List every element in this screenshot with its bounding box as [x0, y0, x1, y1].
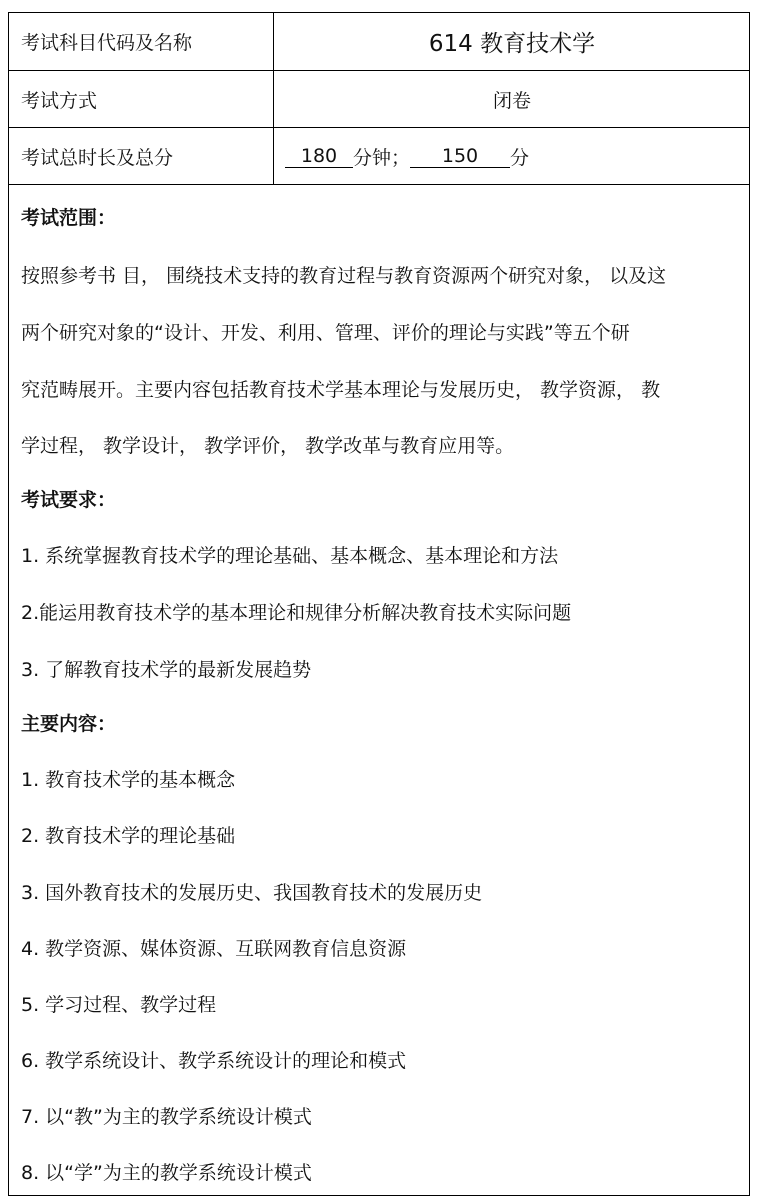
subject-label: 考试科目代码及名称 — [21, 32, 193, 54]
scope-line: 两个研究对象的“设计、开发、利用、管理、评价的理论与实践”等五个研 — [21, 322, 630, 344]
score-unit: 分 — [510, 146, 530, 169]
contents-heading: 主要内容： — [21, 713, 117, 735]
content-item: 8. 以“学”为主的教学系统设计模式 — [21, 1162, 312, 1184]
column-divider — [273, 128, 274, 184]
duration-value: 180 — [285, 145, 353, 168]
scope-line: 按照参考书 目， 围绕技术支持的教育过程与教育资源两个研究对象， 以及这 — [21, 265, 667, 287]
scope-line: 学过程， 教学设计， 教学评价， 教学改革与教育应用等。 — [21, 435, 515, 457]
content-item: 6. 教学系统设计、教学系统设计的理论和模式 — [21, 1050, 407, 1072]
scope-line: 究范畴展开。主要内容包括教育技术学基本理论与发展历史， 教学资源， 教 — [21, 379, 661, 401]
row-subject — [9, 13, 749, 71]
column-divider — [273, 71, 274, 127]
content-item: 1. 教育技术学的基本概念 — [21, 769, 236, 791]
content-item: 5. 学习过程、教学过程 — [21, 994, 217, 1016]
exam-syllabus-table — [8, 12, 750, 1196]
content-item: 7. 以“教”为主的教学系统设计模式 — [21, 1106, 312, 1128]
content-item: 3. 国外教育技术的发展历史、我国教育技术的发展历史 — [21, 882, 483, 904]
content-item: 2. 教育技术学的理论基础 — [21, 825, 236, 847]
duration-score-label: 考试总时长及总分 — [21, 146, 174, 169]
requirement-item: 3. 了解教育技术学的最新发展趋势 — [21, 659, 312, 681]
duration-score-value — [275, 128, 749, 184]
exam-mode-label: 考试方式 — [21, 89, 98, 112]
requirement-item: 1. 系统掌握教育技术学的理论基础、基本概念、基本理论和方法 — [21, 545, 559, 567]
requirements-heading: 考试要求： — [21, 489, 117, 511]
score-value: 150 — [410, 145, 510, 168]
scope-heading: 考试范围： — [21, 207, 117, 229]
subject-value: 614 教育技术学 — [428, 31, 596, 57]
row-duration-score — [9, 128, 749, 185]
column-divider — [273, 13, 274, 70]
row-exam-mode — [9, 71, 749, 128]
requirement-item: 2.能运用教育技术学的基本理论和规律分析解决教育技术实际问题 — [21, 602, 572, 624]
exam-mode-value: 闭卷 — [492, 89, 531, 112]
content-item: 4. 教学资源、媒体资源、互联网教育信息资源 — [21, 938, 407, 960]
duration-unit: 分钟； — [353, 146, 411, 169]
